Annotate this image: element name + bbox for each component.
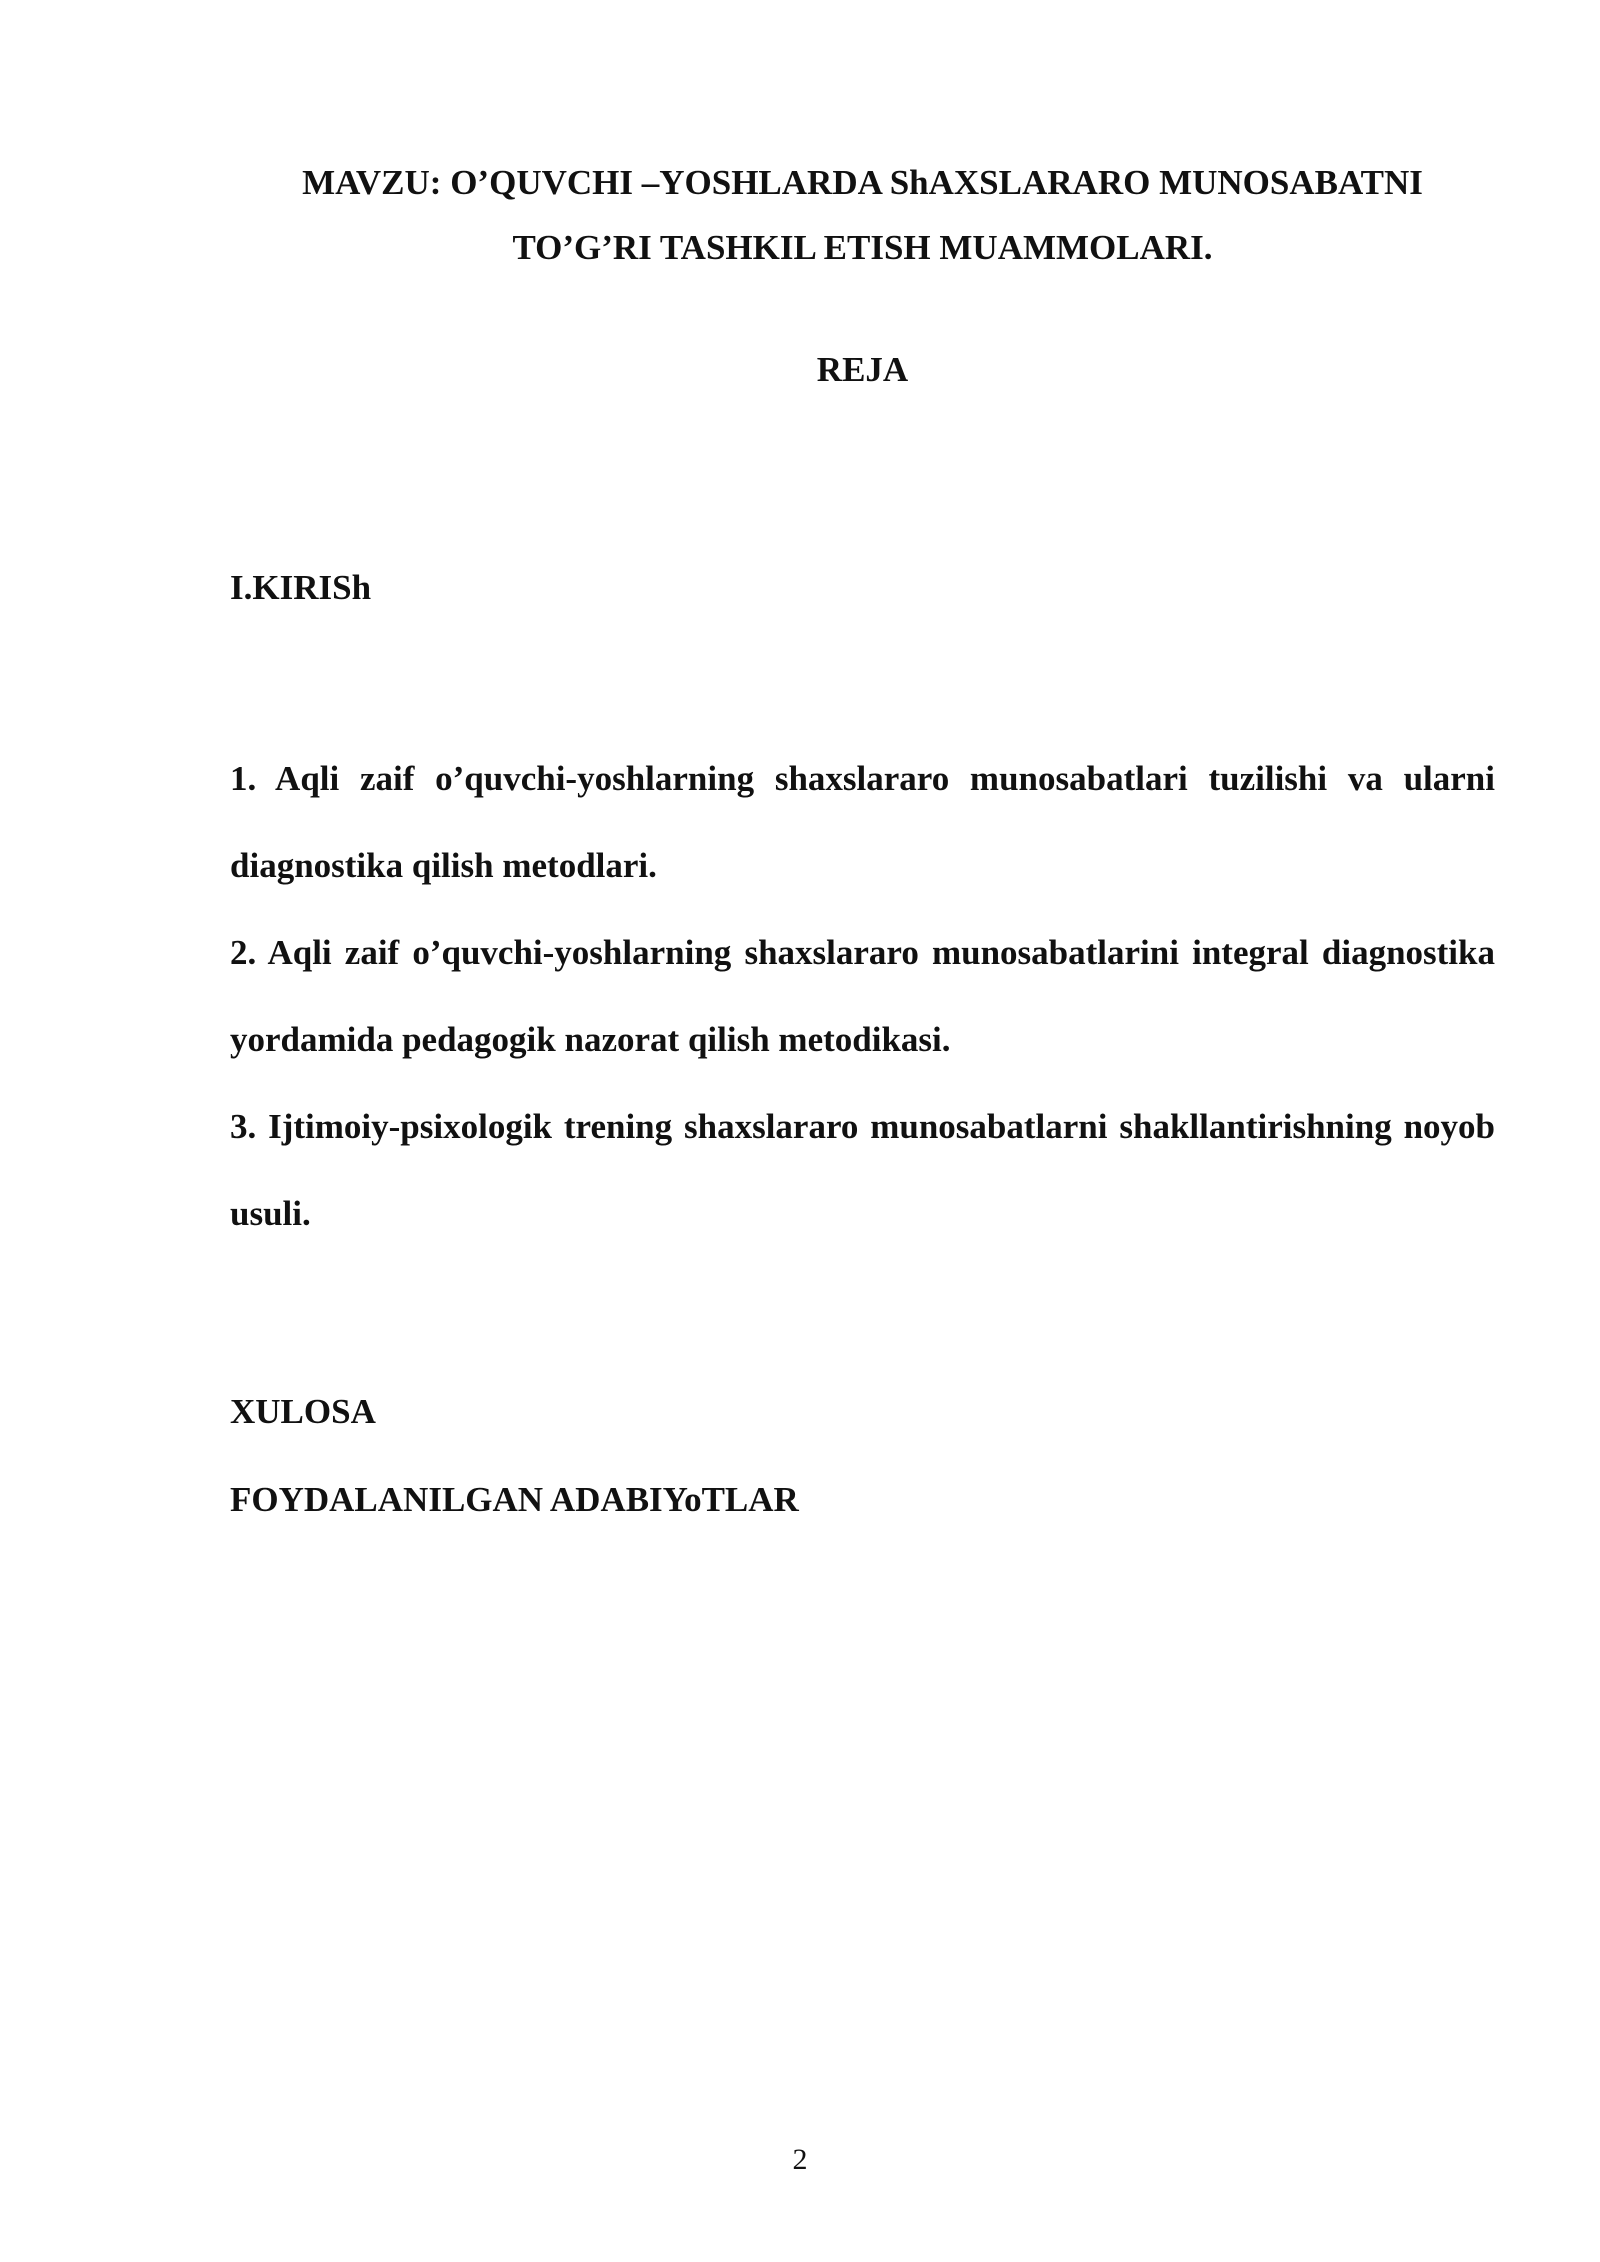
document-title	[230, 150, 1495, 280]
intro-heading: I.KIRISh	[230, 568, 372, 607]
references-heading: FOYDALANILGAN ADABIYoTLAR	[230, 1480, 799, 1519]
plan-item-3: 3. Ijtimoiy-psixologik trening shaxslararo munosabatlarni shakllantirishning noyob usuli.	[230, 1107, 1495, 1233]
plan-heading: REJA	[816, 350, 909, 389]
title-line-1: MAVZU: O’QUVCHI –YOSHLARDA ShAXSLARARO MUNOSABATNI	[302, 163, 1423, 202]
plan-item-2: 2. Aqli zaif o’quvchi-yoshlarning shaxslararo munosabatlarini integral diagnostika yordamida pedagogik nazorat qilish metodikasi.	[230, 933, 1495, 1059]
page-number: 2	[792, 2143, 808, 2176]
conclusion-heading: XULOSA	[230, 1392, 376, 1431]
plan-list	[230, 735, 1495, 1257]
title-line-2: TO’G’RI TASHKIL ETISH MUAMMOLARI.	[512, 228, 1213, 267]
plan-item-1: 1. Aqli zaif o’quvchi-yoshlarning shaxslararo munosabatlari tuzilishi va ularni diagnostika qilish metodlari.	[230, 759, 1495, 885]
